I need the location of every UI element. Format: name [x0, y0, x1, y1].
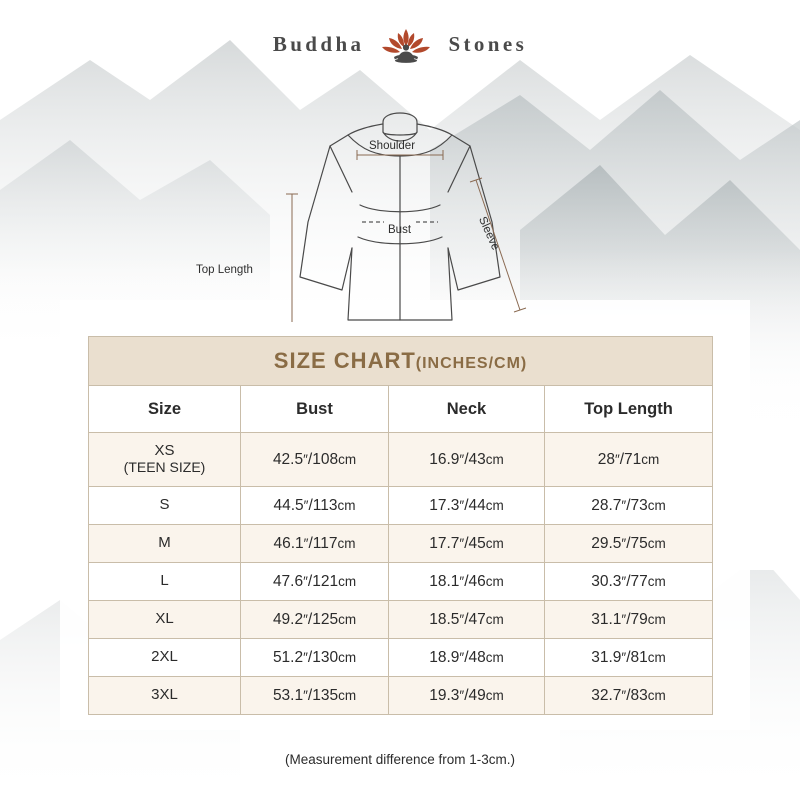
cm-unit: cm	[485, 535, 504, 551]
length-inches: 31.9	[591, 648, 622, 666]
row-bust-value	[241, 677, 389, 715]
cm-unit: cm	[485, 649, 504, 665]
diagram-label-shoulder: Shoulder	[369, 140, 416, 152]
row-bust-value	[241, 525, 389, 563]
row-neck-value	[389, 601, 545, 639]
row-bust-value	[241, 563, 389, 601]
table-row	[89, 639, 713, 677]
inch-mark: ″	[303, 535, 309, 551]
cm-unit: cm	[338, 573, 357, 589]
column-header-size: Size	[89, 386, 241, 433]
neck-cm: /46	[464, 572, 486, 590]
row-bust-value	[241, 487, 389, 525]
length-cm: /81	[626, 648, 648, 666]
row-size-label: M	[89, 525, 241, 563]
row-size-label: L	[89, 563, 241, 601]
table-title-row	[89, 337, 713, 386]
length-cm: /77	[626, 572, 648, 590]
size-value: XS	[154, 442, 175, 460]
brand-name-left: Buddha	[272, 31, 365, 56]
diagram-label-bust: Bust	[388, 224, 412, 236]
row-size-label: S	[89, 487, 241, 525]
size-chart-title-main: SIZE CHART	[273, 348, 416, 373]
cm-unit: cm	[647, 611, 666, 627]
row-neck-value	[389, 487, 545, 525]
row-top-length-value	[545, 639, 713, 677]
neck-cm: /49	[464, 686, 486, 704]
row-top-length-value	[545, 433, 713, 487]
inch-mark: ″	[621, 573, 627, 589]
bust-cm: /113	[308, 496, 338, 514]
cm-unit: cm	[338, 611, 357, 627]
table-row	[89, 563, 713, 601]
cm-unit: cm	[647, 687, 666, 703]
inch-mark: ″	[459, 611, 465, 627]
neck-inches: 18.1	[429, 572, 460, 590]
bust-inches: 42.5	[272, 450, 304, 468]
bust-cm: /130	[307, 648, 339, 666]
neck-inches: 16.9	[429, 450, 460, 468]
bust-cm: /117	[308, 534, 338, 552]
bust-inches: 47.6	[272, 572, 304, 590]
cm-unit: cm	[647, 649, 666, 665]
measurement-footnote: (Measurement difference from 1-3cm.)	[284, 752, 516, 767]
neck-inches: 19.3	[429, 686, 460, 704]
inch-mark: ″	[621, 687, 627, 703]
row-bust-value	[241, 433, 389, 487]
neck-cm: /45	[464, 534, 486, 552]
size-chart-title	[89, 337, 713, 386]
row-neck-value	[389, 433, 545, 487]
cm-unit: cm	[338, 687, 357, 703]
inch-mark: ″	[621, 535, 627, 551]
length-inches: 32.7	[591, 686, 622, 704]
bust-inches: 49.2	[272, 610, 304, 628]
inch-mark: ″	[303, 687, 308, 703]
neck-cm: /47	[464, 610, 486, 628]
neck-inches: 17.7	[429, 534, 460, 552]
row-bust-value	[241, 601, 389, 639]
cm-unit: cm	[338, 451, 357, 467]
cm-unit: cm	[485, 451, 504, 467]
bust-inches: 53.1	[272, 686, 304, 704]
size-note: (TEEN SIZE)	[123, 459, 206, 476]
neck-cm: /44	[464, 496, 486, 514]
garment-diagram	[0, 72, 800, 322]
row-neck-value	[389, 639, 545, 677]
length-cm: /79	[626, 610, 648, 628]
bust-cm: /135	[307, 686, 339, 704]
column-header-bust: Bust	[241, 386, 389, 433]
inch-mark: ″	[459, 497, 465, 513]
neck-inches: 18.9	[429, 648, 460, 666]
cm-unit: cm	[485, 497, 504, 513]
bust-inches: 46.1	[273, 534, 304, 552]
row-size-label: XL	[89, 601, 241, 639]
inch-mark: ″	[459, 535, 465, 551]
row-size-label	[89, 433, 241, 487]
neck-inches: 18.5	[429, 610, 460, 628]
bust-cm: /121	[307, 572, 339, 590]
bust-inches: 51.2	[272, 648, 304, 666]
inch-mark: ″	[621, 649, 627, 665]
row-neck-value	[389, 563, 545, 601]
neck-cm: /43	[464, 450, 486, 468]
row-size-label: 2XL	[89, 639, 241, 677]
length-inches: 30.3	[591, 572, 622, 590]
diagram-label-top-length: Top Length	[196, 264, 253, 276]
brand-header	[0, 0, 800, 66]
cm-unit: cm	[337, 535, 356, 551]
length-cm: /83	[626, 686, 648, 704]
inch-mark: ″	[303, 451, 308, 467]
column-header-top-length: Top Length	[545, 386, 713, 433]
cm-unit: cm	[485, 573, 504, 589]
size-chart-table	[88, 336, 713, 715]
table-row	[89, 601, 713, 639]
lotus-meditation-icon	[378, 26, 434, 66]
table-header-row	[89, 386, 713, 433]
row-neck-value	[389, 525, 545, 563]
length-cm: /75	[626, 534, 648, 552]
row-top-length-value	[545, 563, 713, 601]
cm-unit: cm	[641, 451, 660, 467]
column-header-neck: Neck	[389, 386, 545, 433]
bust-cm: /125	[307, 610, 339, 628]
length-inches: 29.5	[591, 534, 622, 552]
size-chart-title-sub: (INCHES/CM)	[415, 355, 528, 372]
neck-inches: 17.3	[429, 496, 460, 514]
cm-unit: cm	[647, 497, 666, 513]
inch-mark: ″	[621, 611, 627, 627]
length-inches: 28.7	[591, 496, 622, 514]
cm-unit: cm	[338, 649, 357, 665]
inch-mark: ″	[303, 497, 309, 513]
size-chart-table-wrapper	[88, 336, 712, 715]
cm-unit: cm	[485, 611, 504, 627]
inch-mark: ″	[303, 611, 308, 627]
inch-mark: ″	[614, 451, 620, 467]
cm-unit: cm	[337, 497, 356, 513]
diagram-label-sleeve: Sleeve	[476, 215, 502, 253]
inch-mark: ″	[303, 649, 308, 665]
table-row	[89, 525, 713, 563]
cm-unit: cm	[647, 535, 666, 551]
table-row	[89, 677, 713, 715]
length-inches: 28	[597, 450, 615, 468]
length-cm: /71	[619, 450, 642, 468]
length-inches: 31.1	[591, 610, 622, 628]
table-row	[89, 433, 713, 487]
inch-mark: ″	[459, 687, 465, 703]
inch-mark: ″	[621, 497, 627, 513]
row-top-length-value	[545, 487, 713, 525]
row-neck-value	[389, 677, 545, 715]
cm-unit: cm	[485, 687, 504, 703]
inch-mark: ″	[459, 649, 465, 665]
row-top-length-value	[545, 677, 713, 715]
cm-unit: cm	[647, 573, 666, 589]
inch-mark: ″	[459, 573, 465, 589]
neck-cm: /48	[464, 648, 486, 666]
row-top-length-value	[545, 525, 713, 563]
row-size-label: 3XL	[89, 677, 241, 715]
bust-cm: /108	[307, 450, 339, 468]
row-top-length-value	[545, 601, 713, 639]
brand-name-right: Stones	[448, 31, 528, 56]
inch-mark: ″	[459, 451, 465, 467]
table-row	[89, 487, 713, 525]
inch-mark: ″	[303, 573, 308, 589]
length-cm: /73	[626, 496, 648, 514]
bust-inches: 44.5	[273, 496, 304, 514]
row-bust-value	[241, 639, 389, 677]
